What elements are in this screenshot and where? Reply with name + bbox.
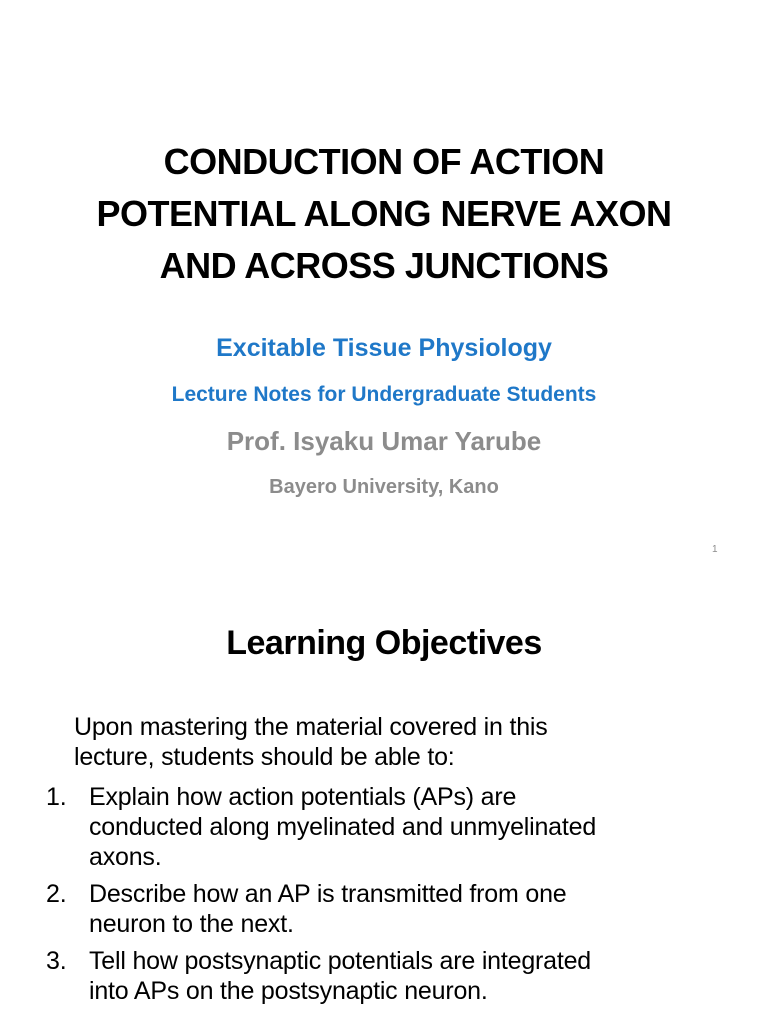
slide-title-line: AND ACROSS JUNCTIONS bbox=[159, 245, 609, 286]
objective-item bbox=[0, 879, 768, 939]
author-name: Prof. Isyaku Umar Yarube bbox=[226, 426, 542, 456]
objective-line: neuron to the next. bbox=[89, 910, 294, 938]
page-number: 1 bbox=[712, 544, 718, 555]
intro-line: lecture, students should be able to: bbox=[74, 743, 455, 771]
institution-name: Bayero University, Kano bbox=[269, 476, 499, 498]
slide-title bbox=[40, 136, 728, 292]
objectives-list bbox=[0, 782, 768, 1013]
slide-title-line: CONDUCTION OF ACTION bbox=[163, 141, 605, 182]
objective-number: 3. bbox=[46, 947, 67, 975]
objectives-slide bbox=[0, 576, 768, 1024]
objective-text bbox=[89, 946, 729, 1006]
objective-item bbox=[0, 946, 768, 1006]
objectives-intro bbox=[74, 712, 734, 772]
objective-line: conducted along myelinated and unmyelinated bbox=[89, 813, 597, 841]
objective-text bbox=[89, 782, 729, 872]
objective-line: axons. bbox=[89, 843, 162, 871]
lecture-subtitle: Lecture Notes for Undergraduate Students bbox=[171, 383, 597, 406]
course-subtitle: Excitable Tissue Physiology bbox=[216, 334, 552, 362]
objective-number: 1. bbox=[46, 783, 67, 811]
objective-text bbox=[89, 879, 729, 939]
objective-item bbox=[0, 782, 768, 872]
objective-line: into APs on the postsynaptic neuron. bbox=[89, 977, 488, 1005]
objective-number: 2. bbox=[46, 880, 67, 908]
objectives-heading: Learning Objectives bbox=[226, 624, 542, 662]
slide-title-line: POTENTIAL ALONG NERVE AXON bbox=[96, 193, 672, 234]
objective-line: Explain how action potentials (APs) are bbox=[89, 783, 517, 811]
objective-line: Tell how postsynaptic potentials are integrated bbox=[89, 947, 592, 975]
intro-line: Upon mastering the material covered in this bbox=[74, 713, 548, 741]
objective-line: Describe how an AP is transmitted from one bbox=[89, 880, 567, 908]
